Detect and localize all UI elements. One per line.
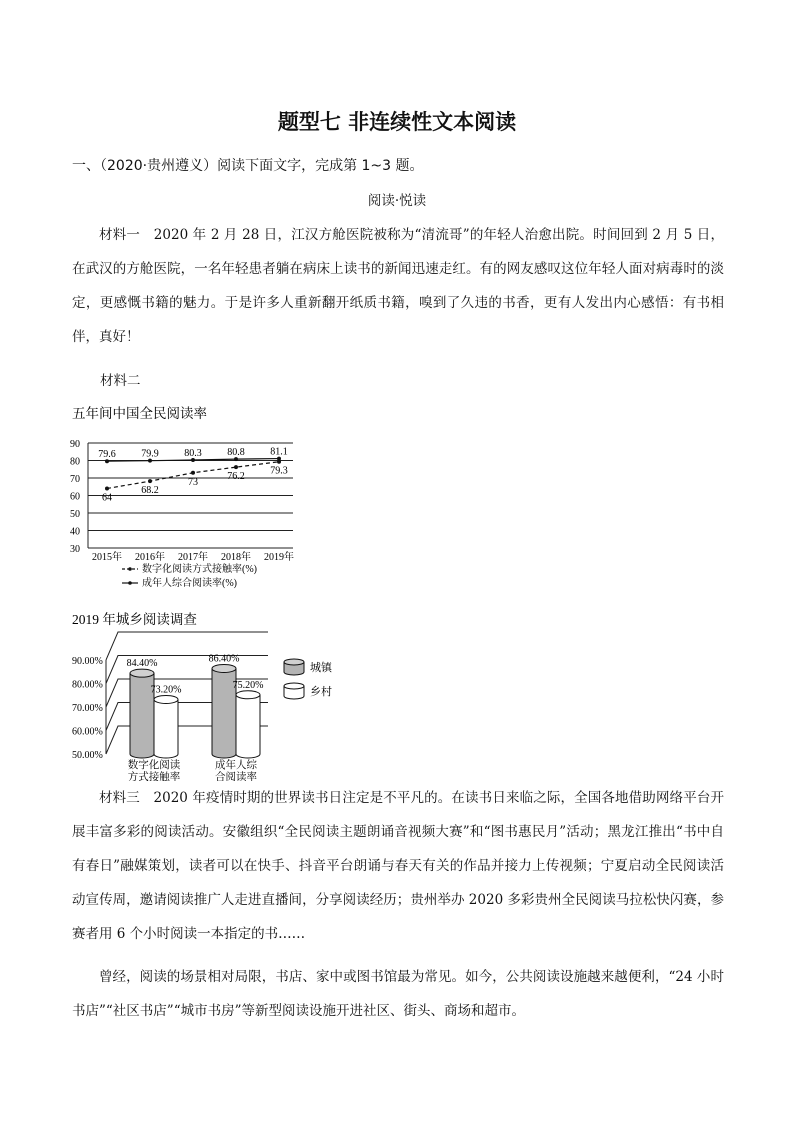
line-chart-y-tick: 60 bbox=[70, 491, 80, 503]
line-chart-y-tick: 50 bbox=[70, 509, 80, 520]
line-chart-data-label: 79.9 bbox=[141, 448, 159, 460]
page-title: 题型七 非连续性文本阅读 bbox=[277, 110, 517, 134]
line-chart-point bbox=[191, 471, 195, 475]
line-chart-y-tick: 70 bbox=[70, 474, 80, 485]
bar-data-label: 73.20% bbox=[150, 684, 182, 696]
bar-body bbox=[236, 695, 260, 758]
line-chart-x-tick: 2017年 bbox=[178, 552, 208, 563]
bar-rural bbox=[233, 680, 264, 758]
bar-urban bbox=[209, 653, 240, 758]
line-chart-data-label: 68.2 bbox=[141, 485, 159, 497]
bar-urban bbox=[127, 658, 158, 758]
bar-legend-label: 城镇 bbox=[310, 662, 332, 674]
line-chart-data-label: 79.6 bbox=[98, 449, 116, 461]
bar-chart-title: 2019 年城乡阅读调查 bbox=[72, 612, 197, 627]
line-chart-data-label: 73 bbox=[188, 476, 198, 488]
line-chart-x-tick: 2019年 bbox=[264, 552, 294, 563]
line-chart-data-label: 80.3 bbox=[184, 447, 202, 459]
reading-subtitle: 阅读·悦读 bbox=[367, 193, 427, 209]
bar-chart-x-label: 数字化阅读 bbox=[127, 760, 181, 771]
line-chart-x-tick: 2016年 bbox=[135, 552, 165, 563]
line-chart-data-label: 80.8 bbox=[227, 447, 245, 459]
line-chart-x-tick: 2015年 bbox=[92, 552, 122, 563]
bar-legend-swatch-top bbox=[284, 683, 304, 689]
line-chart-title: 五年间中国全民阅读率 bbox=[72, 406, 207, 421]
bar-top bbox=[130, 669, 154, 677]
line-chart-data-label: 76.2 bbox=[227, 471, 245, 483]
reading-rate-line-chart bbox=[64, 400, 324, 600]
bar-rural bbox=[151, 684, 182, 758]
bar-top bbox=[236, 691, 260, 699]
line-chart-data-label: 64 bbox=[102, 492, 112, 504]
bar-data-label: 86.40% bbox=[208, 653, 240, 665]
line-chart-data-label: 79.3 bbox=[270, 465, 288, 477]
line-chart-legend-label: 数字化阅读方式接触率(%) bbox=[142, 564, 257, 575]
bar-legend-swatch-top bbox=[284, 659, 304, 665]
bar-chart-x-label: 方式接触率 bbox=[127, 772, 181, 781]
bar-chart-x-label: 合阅读率 bbox=[215, 772, 257, 781]
bar-top bbox=[154, 695, 178, 703]
material-three-second-paragraph: 曾经，阅读的场景相对局限，书店、家中或图书馆最为常见。如今，公共阅读设施越来越便利，“24 小时书店”“社区书店”“城市书房”等新型阅读设施开进社区、街头、商场和超市。 bbox=[72, 969, 724, 1019]
line-chart-data-label: 81.1 bbox=[270, 446, 288, 458]
bar-data-label: 75.20% bbox=[232, 679, 264, 691]
line-chart-legend-label: 成年人综合阅读率(%) bbox=[142, 578, 237, 589]
bar-chart-y-tick: 90.00% bbox=[72, 656, 103, 667]
material-one-paragraph: 材料一 2020 年 2 月 28 日，江汉方舱医院被称为“清流哥”的年轻人治愈出院。时间回到 2 月 5 日，在武汉的方舱医院，一名年轻患者躺在病床上读书的新闻迅速走红。有的网友感叹这位年轻人面对病毒时的淡定，更感慨书籍的魅力。于是许多人重新翻开纸质书籍，嗅到了久违的书香，更有人发出内心感悟：有书相伴，真好！ bbox=[72, 227, 724, 345]
bar-body bbox=[154, 699, 178, 758]
line-chart-legend-marker bbox=[128, 581, 132, 585]
urban-rural-bar-chart bbox=[64, 606, 364, 781]
material-two-label: 材料二 bbox=[100, 373, 141, 389]
line-chart-point bbox=[105, 487, 109, 491]
line-chart-y-tick: 80 bbox=[70, 456, 80, 468]
line-chart-x-tick: 2018年 bbox=[221, 552, 251, 563]
line-chart-legend-marker bbox=[128, 567, 132, 571]
line-chart-point bbox=[234, 465, 238, 469]
line-chart-y-tick: 40 bbox=[70, 526, 80, 538]
bar-data-label: 84.40% bbox=[126, 658, 158, 670]
bar-chart-y-tick: 60.00% bbox=[72, 726, 103, 738]
line-chart-y-tick: 30 bbox=[70, 544, 80, 555]
material-three-paragraph: 材料三 2020 年疫情时期的世界读书日注定是不平凡的。在读书日来临之际，全国各地借助网络平台开展丰富多彩的阅读活动。安徽组织“全民阅读主题朗诵音视频大赛”和“图书惠民月”活动；黑龙江推出“书中自有春日”融媒策划，读者可以在快手、抖音平台朗诵与春天有关的作品并接力上传视频；宁夏启动全民阅读活动宣传周，邀请阅读推广人走进直播间，分享阅读经历；贵州举办 2020 多彩贵州全民阅读马拉松快闪赛，参赛者用 6 个小时阅读一本指定的书…… bbox=[72, 790, 724, 942]
bar-chart-y-tick: 80.00% bbox=[72, 679, 103, 691]
bar-top bbox=[212, 664, 236, 672]
question-prompt: 一、（2020·贵州遵义）阅读下面文字，完成第 1~3 题。 bbox=[72, 158, 424, 174]
line-chart-y-tick: 90 bbox=[70, 439, 80, 450]
bar-chart-x-label: 成年人综 bbox=[215, 760, 257, 771]
bar-legend-label: 乡村 bbox=[310, 686, 332, 698]
line-chart-point bbox=[148, 479, 152, 483]
bar-chart-y-tick: 50.00% bbox=[72, 750, 103, 761]
bar-chart-y-tick: 70.00% bbox=[72, 703, 103, 714]
